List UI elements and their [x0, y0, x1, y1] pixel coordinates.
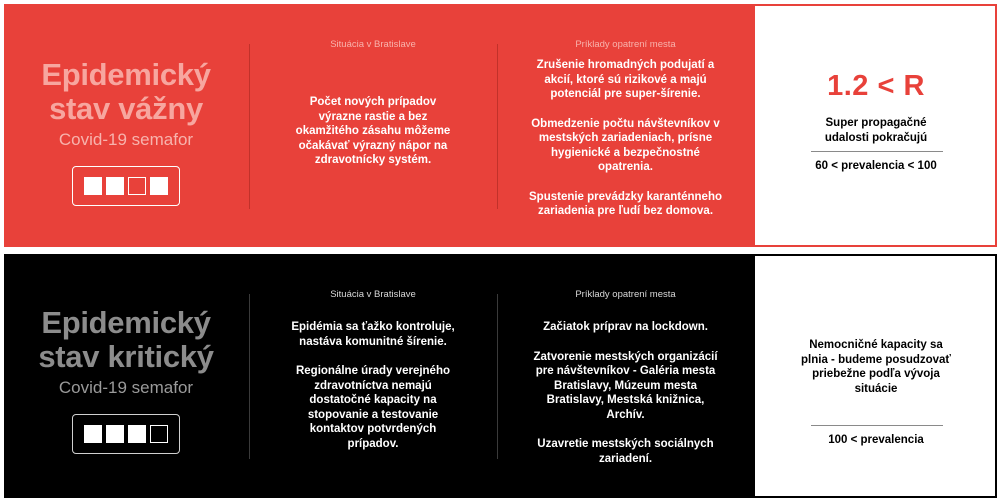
measures-paragraph: Začiatok príprav na lockdown. — [543, 321, 708, 333]
situation-header: Situácia v Bratislave — [330, 39, 416, 50]
measures-text — [497, 58, 754, 219]
measures-paragraph: Uzavretie mestských sociálnych zariadení. — [537, 438, 714, 465]
r-divider — [811, 151, 943, 152]
status-title-line2: stav kritický — [38, 339, 214, 374]
measures-text — [497, 320, 754, 466]
prevalence-label: 100 < prevalencia — [828, 434, 924, 446]
semafor-square-1 — [84, 425, 102, 443]
r-divider — [811, 425, 943, 426]
semafor-square-2 — [106, 425, 124, 443]
measures-header: Príklady opatrení mesta — [575, 39, 676, 50]
status-title — [6, 58, 246, 126]
measures-column — [497, 6, 754, 245]
measures-paragraph: Zatvorenie mestských organizácií pre návštevníkov - Galéria mesta Bratislavy, Múzeum mesta Bratislavy, Mestská knižnica, Archív. — [533, 350, 718, 421]
prevalence-label: 60 < prevalencia < 100 — [815, 160, 937, 172]
status-title — [6, 306, 246, 374]
situation-header: Situácia v Bratislave — [330, 289, 416, 300]
r-value: 1.2 < R — [827, 70, 925, 102]
semafor-square-3 — [128, 177, 146, 195]
semafor-indicator — [72, 414, 180, 454]
semafor-square-2 — [106, 177, 124, 195]
situation-paragraph: Epidémia sa ťažko kontroluje, nastáva komunitné šírenie. — [291, 321, 455, 348]
situation-column — [249, 256, 497, 496]
r-label: Nemocničné kapacity sa plnia - budeme posudzovať priebežne podľa vývoja situácie — [801, 339, 951, 395]
semafor-square-1 — [84, 177, 102, 195]
measures-column — [497, 256, 754, 496]
situation-paragraph: Počet nových prípadov výrazne rastie a bez okamžitého zásahu môžeme očakávať výrazný nápor na zdravotnícky systém. — [295, 96, 451, 166]
semafor-card-critical — [4, 254, 997, 498]
measures-paragraph: Obmedzenie počtu návštevníkov v mestských zariadeniach, prísne hygienické a bezpečnostné opatrenia. — [531, 117, 720, 173]
measures-header: Príklady opatrení mesta — [575, 289, 676, 300]
status-title-line1: Epidemický — [41, 57, 211, 92]
semafor-card-serious — [4, 4, 997, 247]
r-label: Super propagačné udalosti pokračujú — [824, 117, 928, 144]
status-title-line1: Epidemický — [41, 305, 211, 340]
semafor-square-4 — [150, 425, 168, 443]
situation-column — [249, 6, 497, 245]
status-title-line2: stav vážny — [49, 91, 203, 126]
status-subtitle: Covid-19 semafor — [58, 130, 194, 149]
title-column — [6, 256, 246, 496]
measures-paragraph: Spustenie prevádzky karanténneho zariadenia pre ľudí bez domova. — [529, 190, 723, 217]
semafor-indicator — [72, 166, 180, 206]
r-column — [755, 6, 997, 245]
measures-paragraph: Zrušenie hromadných podujatí a akcií, ktoré sú rizikové a majú potenciál pre super-šírenie. — [536, 59, 715, 100]
r-column — [755, 256, 997, 496]
semafor-square-3 — [128, 425, 146, 443]
status-subtitle: Covid-19 semafor — [58, 378, 194, 397]
semafor-square-4 — [150, 177, 168, 195]
situation-paragraph: Regionálne úrady verejného zdravotníctva nemajú dostatočné kapacity na stopovanie a testovanie kontaktov potvrdených prípadov. — [295, 365, 450, 450]
situation-text — [249, 320, 497, 451]
situation-text — [249, 95, 497, 168]
title-column — [6, 6, 246, 245]
